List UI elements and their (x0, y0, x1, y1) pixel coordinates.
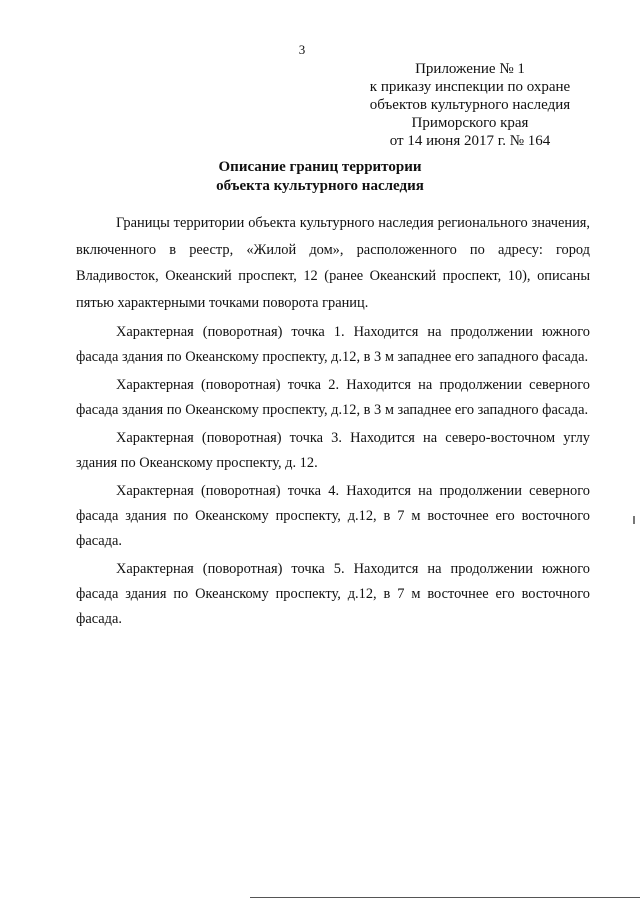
intro-paragraph: Границы территории объекта культурного наследия регионального значения, включенного в реестр, «Жилой дом», расположенного по адресу: город Владивосток, Океанский проспект, 12 (ранее Океанский проспект, 10), описаны пятью характерными точками поворота границ. (76, 215, 590, 311)
appendix-line: к приказу инспекции по охране (369, 79, 571, 95)
appendix-line: от 14 июня 2017 г. № 164 (389, 133, 551, 149)
point-paragraph-2: Характерная (поворотная) точка 2. Находится на продолжении северного фасада здания по Океанскому проспекту, д.12, в 3 м западнее его западного фасада. (76, 377, 590, 418)
appendix-block (350, 60, 590, 150)
document-body (76, 210, 590, 635)
point-paragraph-3: Характерная (поворотная) точка 3. Находится на северо-восточном углу здания по Океанскому проспекту, д. 12. (76, 430, 590, 471)
point-paragraph-5: Характерная (поворотная) точка 5. Находится на продолжении южного фасада здания по Океанскому проспекту, д.12, в 7 м восточнее его восточного фасада. (76, 561, 590, 627)
scan-edge-mark (633, 516, 635, 524)
point-paragraph-1: Характерная (поворотная) точка 1. Находится на продолжении южного фасада здания по Океанскому проспекту, д.12, в 3 м западнее его западного фасада. (76, 324, 590, 365)
document-title (100, 158, 540, 196)
footer-divider (250, 897, 640, 898)
page-number: 3 (298, 42, 306, 57)
document-title-line: Описание границ территории (218, 159, 422, 175)
point-paragraph-4: Характерная (поворотная) точка 4. Находится на продолжении северного фасада здания по Океанскому проспекту, д.12, в 7 м восточнее его восточного фасада. (76, 483, 590, 549)
document-title-line: объекта культурного наследия (216, 178, 424, 194)
appendix-line: Приложение № 1 (415, 61, 525, 77)
appendix-line: Приморского края (411, 115, 529, 131)
appendix-line: объектов культурного наследия (369, 97, 571, 113)
